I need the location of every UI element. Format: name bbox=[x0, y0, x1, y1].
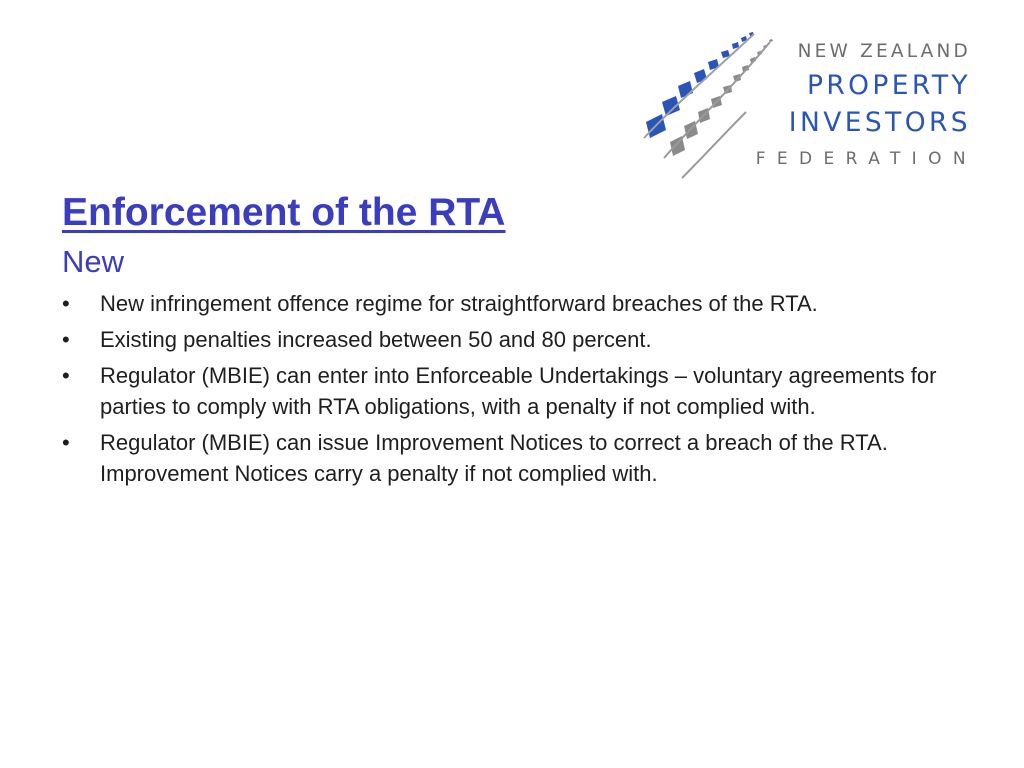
slide-subheading: New bbox=[62, 244, 125, 279]
bullet-marker: • bbox=[62, 327, 70, 352]
bullet-item bbox=[62, 360, 972, 422]
bullet-text: New infringement offence regime for straightforward breaches of the RTA. bbox=[100, 291, 818, 316]
bullet-text: Regulator (MBIE) can enter into Enforceable Undertakings – voluntary agreements for parties to comply with RTA obligations, with a penalty if not complied with. bbox=[100, 363, 937, 419]
bullet-marker: • bbox=[62, 291, 70, 316]
slide-content bbox=[62, 188, 972, 494]
logo-line-property: PROPERTY bbox=[806, 70, 971, 101]
logo-line-investors: INVESTORS bbox=[788, 107, 971, 138]
bullet-marker: • bbox=[62, 430, 70, 455]
logo-line-federation: FEDERATION bbox=[755, 149, 977, 169]
bullet-text: Existing penalties increased between 50 and 80 percent. bbox=[100, 327, 652, 352]
bullet-item bbox=[62, 288, 972, 319]
bullet-marker: • bbox=[62, 363, 70, 388]
bullet-list bbox=[62, 288, 972, 489]
bullet-text: Regulator (MBIE) can issue Improvement Notices to correct a breach of the RTA. Improvement Notices carry a penalty if not complied with. bbox=[100, 430, 888, 486]
bullet-item bbox=[62, 427, 972, 489]
logo-line-new-zealand: NEW ZEALAND bbox=[797, 41, 971, 62]
bullet-item bbox=[62, 324, 972, 355]
logo-wordmark bbox=[734, 30, 979, 180]
nzpif-logo bbox=[642, 30, 982, 180]
slide-title: Enforcement of the RTA bbox=[62, 191, 506, 234]
